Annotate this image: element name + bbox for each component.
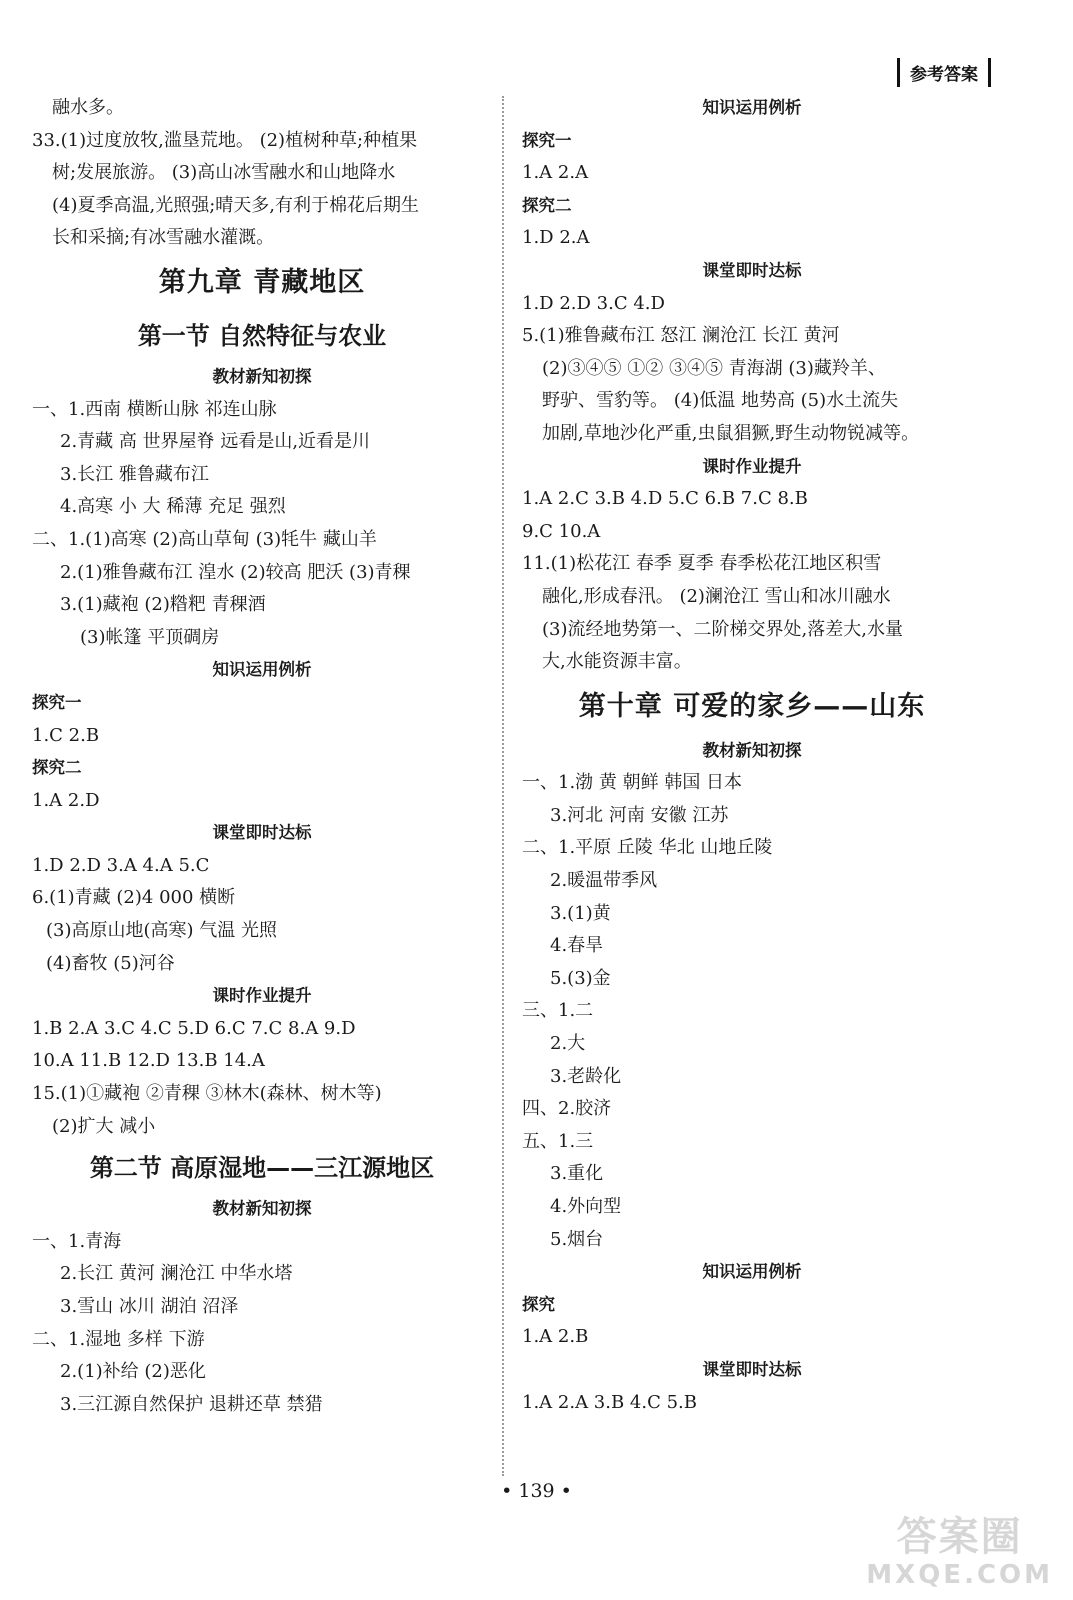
answer-line: 5.(1)雅鲁藏布江 怒江 澜沧江 长江 黄河 [522,325,840,347]
answer-line: 2.(1)雅鲁藏布江 湟水 (2)较高 肥沃 (3)青稞 [60,561,411,583]
answer-line: 4.春旱 [550,935,604,957]
chapter-title: 第十章 可爱的家乡——山东 [578,690,926,722]
answer-line: 一、1.西南 横断山脉 祁连山脉 [32,398,277,420]
answer-line: 野驴、雪豹等。 (4)低温 地势高 (5)水土流失 [542,390,899,412]
answer-line: 1.A 2.D [32,789,100,811]
answer-line: 1.A 2.A 3.B 4.C 5.B [522,1391,697,1413]
subsection-heading: 课时作业提升 [702,456,802,476]
answer-line: 15.(1)①藏袍 ②青稞 ③林木(森林、树木等) [32,1083,382,1105]
answer-line: 3.河北 河南 安徽 江苏 [550,804,729,826]
answer-line: (4)畜牧 (5)河谷 [46,952,175,974]
answer-line: (2)扩大 减小 [52,1115,156,1137]
subsection-heading: 课堂即时达标 [212,823,312,843]
inquiry-label: 探究二 [32,758,82,778]
answer-line: 五、1.三 [522,1130,594,1152]
answer-line: 9.C 10.A [522,520,601,542]
answer-line: 树;发展旅游。 (3)高山冰雪融水和山地降水 [52,162,396,184]
answer-line: 2.长江 黄河 澜沧江 中华水塔 [60,1263,293,1285]
answer-line: 1.D 2.D 3.A 4.A 5.C [32,854,210,876]
answer-line: 3.重化 [550,1163,604,1185]
answer-line: 二、1.湿地 多样 下游 [32,1328,205,1350]
answer-line: 1.D 2.D 3.C 4.D [522,292,665,314]
answer-line: 融化,形成春汛。 (2)澜沧江 雪山和冰川融水 [542,585,891,607]
column-divider [502,96,504,1476]
subsection-heading: 教材新知初探 [212,1199,312,1219]
watermark-text: 答案圈 [896,1514,1023,1560]
answer-line: 33.(1)过度放牧,滥垦荒地。 (2)植树种草;种植果 [32,129,418,151]
answer-line: 2.大 [550,1033,586,1055]
answer-line: (3)高原山地(高寒) 气温 光照 [46,920,277,942]
subsection-heading: 知识运用例析 [702,98,802,117]
subsection-heading: 课堂即时达标 [702,1359,802,1379]
answer-line: 3.雪山 冰川 湖泊 沼泽 [60,1296,239,1317]
answer-line: 11.(1)松花江 春季 夏季 春季松花江地区积雪 [522,553,882,575]
answer-line: 二、1.平原 丘陵 华北 山地丘陵 [522,837,773,859]
section-title: 第一节 自然特征与农业 [137,321,387,350]
right-column [522,92,982,1419]
answer-line: 2.(1)补给 (2)恶化 [60,1361,206,1383]
answer-line: 1.D 2.A [522,227,590,249]
subsection-heading: 知识运用例析 [702,1262,802,1282]
answer-line: (3)帐篷 平顶碉房 [80,626,220,648]
answer-line: 1.B 2.A 3.C 4.C 5.D 6.C 7.C 8.A 9.D [32,1017,356,1039]
page-number: • 139 • [501,1480,572,1502]
answer-line: 1.A 2.B [522,1326,589,1348]
answer-line: 长和采摘;有冰雪融水灌溉。 [52,227,275,249]
answer-line: 3.(1)藏袍 (2)糌粑 青稞酒 [60,594,266,616]
header-tag: 参考答案 [897,58,991,87]
answer-line: 一、1.渤 黄 朝鲜 韩国 日本 [522,772,743,794]
left-column [32,92,492,1421]
answer-line: 6.(1)青藏 (2)4 000 横断 [32,887,236,909]
inquiry-label: 探究 [522,1294,555,1314]
answer-line: 加剧,草地沙化严重,虫鼠猖獗,野生动物锐减等。 [542,422,920,444]
answer-line: 3.(1)黄 [550,902,611,924]
subsection-heading: 课时作业提升 [212,986,312,1006]
answer-line: 1.C 2.B [32,724,100,746]
inquiry-label: 探究一 [522,130,572,150]
answer-line: 三、1.二 [522,1000,594,1022]
answer-line: 10.A 11.B 12.D 13.B 14.A [32,1050,265,1072]
subsection-heading: 教材新知初探 [702,740,802,760]
answer-line: 2.暖温带季风 [550,870,658,892]
subsection-heading: 教材新知初探 [212,366,312,386]
watermark-domain: MXQE.COM [866,1560,1053,1590]
subsection-heading: 课堂即时达标 [702,260,802,280]
inquiry-label: 探究二 [522,195,572,215]
answer-line: 一、1.青海 [32,1230,122,1252]
answer-line: 4.外向型 [550,1196,622,1217]
answer-line: 1.A 2.C 3.B 4.D 5.C 6.B 7.C 8.B [522,488,808,510]
answer-line: 二、1.(1)高寒 (2)高山草甸 (3)牦牛 藏山羊 [32,528,377,550]
answer-line: 1.A 2.A [522,162,589,184]
answer-line: (4)夏季高温,光照强;晴天多,有利于棉花后期生 [52,194,420,216]
answer-line: (3)流经地势第一、二阶梯交界处,落差大,水量 [542,618,903,640]
answer-line: 4.高寒 小 大 稀薄 充足 强烈 [60,496,286,518]
answer-line: 3.老龄化 [550,1065,622,1087]
answer-line: 2.青藏 高 世界屋脊 远看是山,近看是川 [60,431,371,453]
subsection-heading: 知识运用例析 [212,660,312,680]
answer-line: 3.长江 雅鲁藏布江 [60,463,209,485]
answer-line: 四、2.胶济 [522,1098,612,1120]
answer-line: 3.三江源自然保护 退耕还草 禁猎 [60,1393,323,1415]
chapter-title: 第九章 青藏地区 [158,266,366,298]
answer-line: 融水多。 [52,97,124,118]
answer-line: (2)③④⑤ ①② ③④⑤ 青海湖 (3)藏羚羊、 [542,357,886,379]
answer-line: 5.(3)金 [550,967,611,989]
inquiry-label: 探究一 [32,692,82,712]
answer-line: 大,水能资源丰富。 [542,651,692,673]
answer-line: 5.烟台 [550,1228,604,1250]
watermark-logo [866,1514,1053,1590]
section-title: 第二节 高原湿地——三江源地区 [89,1154,435,1183]
